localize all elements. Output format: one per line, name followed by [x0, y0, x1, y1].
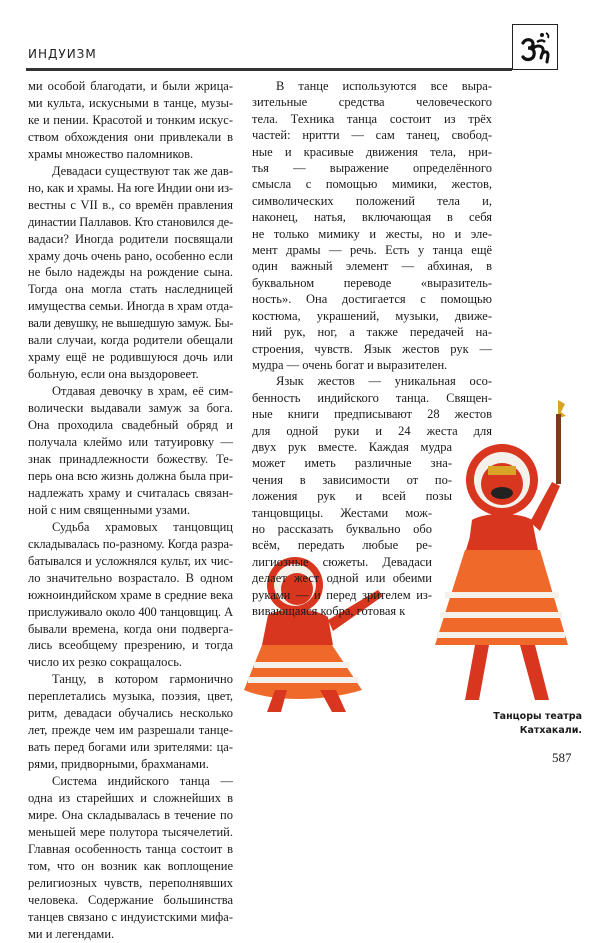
text-line: Главная особенность танца состоит в: [28, 841, 233, 856]
text-line: ний рук, ног, а также передачей на-: [252, 325, 492, 340]
text-line: не только мимику и жесты, но и эле-: [252, 226, 492, 241]
text-line: Танцу, в котором гармонично: [52, 672, 233, 687]
text-line: двух рук вместе. Каждая мудра: [252, 439, 452, 454]
section-title: ИНДУИЗМ: [28, 47, 97, 61]
text-line: Девадаси существуют так же дав-: [52, 163, 233, 178]
text-line: вадаси? Иногда родители посвящали: [28, 231, 233, 246]
text-line: ло значительно возрастало. В одном: [28, 570, 233, 585]
text-line: лись всеобщему презрению, и тогда: [28, 638, 233, 653]
text-line: может иметь различные зна-: [252, 456, 452, 471]
om-symbol-icon: [512, 24, 558, 70]
text-line: В танце используются все выра-: [276, 79, 492, 93]
text-line: человека. Содержание большинства: [28, 892, 233, 907]
text-line: символических положений тела и,: [252, 193, 492, 208]
text-line: батывался и усложнялся культ, их чис-: [28, 553, 233, 568]
text-line: надлежать храму и считалась связан-: [28, 485, 233, 500]
text-line: руками — и перед зрителем из-: [252, 587, 432, 602]
left-text-column: [28, 78, 233, 943]
text-line: зительные средства человеческого: [252, 95, 492, 110]
text-line: Тогда она могла стать наследницей: [28, 282, 233, 297]
paragraph: [28, 773, 233, 943]
text-line: ритм, девадаси обучались несколько: [28, 706, 233, 721]
text-line: мент драмы — речь. Есть у танца ещё: [252, 243, 492, 258]
text-line: буквальном переводе «выразитель-: [252, 275, 492, 290]
text-line: мире. Она складывалась в течение по: [28, 807, 233, 822]
text-line: храмы множество паломников.: [28, 146, 194, 161]
text-line: не было надежды на рождение сына.: [28, 265, 233, 280]
text-line: ные и красивые движения тела, нри-: [252, 144, 492, 159]
text-line: южноиндийском храме в средние века: [28, 587, 233, 602]
text-line: ные книги предписывают 28 жестов: [252, 407, 492, 422]
text-line: всём, передать любые ре-: [252, 538, 432, 553]
text-line: складывалась по-разному. Когда разра-: [28, 536, 233, 551]
text-line: Она проходила свадебный обряд и: [28, 418, 233, 433]
text-line: Отдавая девочку в храм, её сим-: [52, 384, 233, 399]
text-line: лигиозные сюжеты. Девадаси: [252, 554, 432, 569]
paragraph: [252, 373, 492, 619]
text-line: вестны с VII в., со времён правления: [28, 197, 233, 212]
text-line: ной с ним священными узами.: [28, 502, 191, 517]
text-line: ке и пении. Красотой и тонким искус-: [28, 112, 233, 127]
text-line: ми культа, искусными в танце, музы-: [28, 95, 233, 110]
text-line: строения, чувств. Язык жестов рук —: [252, 341, 492, 356]
paragraph: [28, 671, 233, 773]
paragraph: [252, 78, 492, 373]
text-line: число их резко сокращалось.: [28, 655, 183, 670]
text-line: частей: нритти — сам танец, свобод-: [252, 128, 492, 143]
text-line: ми и легендами.: [28, 926, 115, 941]
right-text-column: [252, 78, 492, 619]
text-line: волически выдавали замуж за бога.: [28, 401, 233, 416]
text-line: династии Паллавов. Кто становился де-: [28, 214, 233, 229]
caption-line: Катхакали.: [519, 725, 582, 736]
text-line: Язык жестов — уникальная осо-: [276, 374, 492, 389]
text-line: том, что он возник как воплощение: [28, 858, 233, 873]
text-line: делает жест одной или обеими: [252, 571, 432, 586]
text-line: вали случаи, когда родители обещали: [28, 333, 233, 348]
header-rule: [26, 68, 512, 71]
text-line: вать перед богами или зрителями: ца-: [28, 740, 233, 755]
text-line: бывали времена, когда они подверга-: [28, 621, 233, 636]
text-line: один важный элемент — абхиная, в: [252, 259, 492, 274]
text-line: храму дочь очень рано, особенно если: [28, 248, 233, 263]
text-line: ность». Она достигается с помощью: [252, 292, 492, 307]
text-line: рями, придворными, брахманами.: [28, 757, 209, 772]
figure-caption: [470, 710, 582, 738]
text-line: ми особой благодати, и были жрица-: [28, 79, 233, 93]
text-line: наконец, натья, включающая в себя: [252, 210, 492, 225]
text-line: переплетались музыка, поэзия, цвет,: [28, 689, 233, 704]
paragraph: [28, 78, 233, 163]
text-line: танцовщицы. Жестами мож-: [252, 505, 432, 520]
text-line: больную, если она выздоровеет.: [28, 367, 199, 382]
text-line: но рассказать буквально обо: [252, 521, 432, 536]
text-line: вивающаяся кобра, готовая к: [252, 604, 406, 618]
paragraph: [28, 519, 233, 672]
text-line: смысла с помощью мимики, жестов,: [252, 177, 492, 192]
text-line: танцев связано с индуистскими мифа-: [28, 909, 233, 924]
text-line: бенность индийского танца. Священ-: [252, 390, 492, 405]
text-line: знак принадлежности божеству. Те-: [28, 451, 233, 466]
text-line: лет, прежде чем им разрешали танце-: [28, 723, 233, 738]
text-line: перь она всю жизнь должна была при-: [28, 468, 233, 483]
text-line: ством обхождения они привлекали в: [28, 129, 233, 144]
text-line: одна из старейших и сложнейших в: [28, 791, 233, 806]
paragraph: [28, 163, 233, 383]
text-line: прислуживало около 400 танцовщиц. А: [28, 604, 233, 619]
text-line: но, как и храмы. На юге Индии они из-: [28, 180, 233, 195]
text-line: ложения рук и всей позы: [252, 489, 452, 504]
text-line: получала клеймо или татуировку —: [28, 435, 233, 450]
page-number: 587: [552, 750, 572, 765]
text-line: вали девушку, не вышедшую замуж. Бы-: [28, 316, 233, 331]
text-line: чения в зависимости от по-: [252, 472, 452, 487]
text-line: тья — выражение определённого: [252, 161, 492, 176]
text-line: меньшей мере полутора тысячелетий.: [28, 824, 233, 839]
text-line: для одной руки и 24 жеста для: [252, 423, 492, 438]
text-line: Система индийского танца —: [52, 774, 233, 789]
text-line: храму ещё не родившуюся дочь или: [28, 350, 233, 365]
text-line: костюма, украшений, музыки, движе-: [252, 308, 492, 323]
text-line: религиозных чувств, переполнявших: [28, 875, 233, 890]
text-line: Судьба храмовых танцовщиц: [52, 519, 233, 534]
text-line: мудра — очень богат и выразителен.: [252, 357, 448, 372]
text-line: тела. Техника танца состоит из трёх: [252, 111, 492, 126]
caption-line: Танцоры театра: [493, 711, 582, 722]
text-line: имущества семьи. Иногда в храм отда-: [28, 299, 233, 314]
paragraph: [28, 383, 233, 519]
